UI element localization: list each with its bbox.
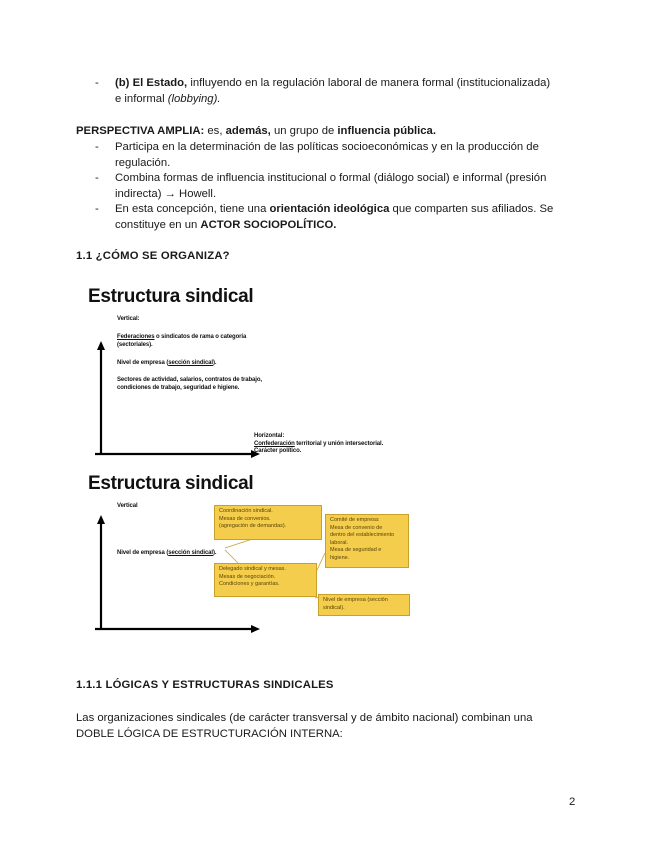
company2-underlined: sección sindical <box>168 550 213 556</box>
section-heading: 1.1 ¿CÓMO SE ORGANIZA? <box>76 250 230 262</box>
sectors-line-1: Sectores de actividad, salarios, contratos de trabajo, <box>117 377 262 383</box>
note1-line-1: Coordinación sindical. <box>219 508 273 514</box>
bullet-2-line-1: Combina formas de influencia institucional o formal (diálogo social) e informal (presión <box>115 172 547 184</box>
state-item-italic: (lobbying). <box>167 92 221 105</box>
diagram1-company-level <box>117 360 216 368</box>
state-item-bold: (b) El Estado, <box>115 77 188 89</box>
company2-suffix: ). <box>213 550 217 556</box>
note2-line-1: Comité de empresa: <box>330 517 380 523</box>
note-company-level <box>318 594 410 616</box>
dash-state: - <box>95 77 99 89</box>
diagram1-title: Estructura sindical <box>88 286 254 307</box>
note2-line-3: dentro del establecimiento <box>330 532 395 538</box>
perspectiva-text-1: es, <box>204 125 226 137</box>
diagram2-company-level <box>117 550 216 558</box>
company-underlined: sección sindical <box>168 360 213 366</box>
diagram1-sectors <box>117 377 262 392</box>
closing-line-2: DOBLE LÓGICA DE ESTRUCTURACIÓN INTERNA: <box>76 727 343 740</box>
diagram2-title: Estructura sindical <box>88 473 254 494</box>
note2-line-2: Mesa de convenio de <box>330 524 383 531</box>
page-number: 2 <box>569 796 576 808</box>
diagram1-vertical-label: Vertical: <box>117 316 140 322</box>
closing-paragraph <box>76 711 596 742</box>
note2-line-6: higiene. <box>330 554 350 561</box>
dash-3: - <box>95 203 99 215</box>
subsection-heading: 1.1.1 LÓGICAS Y ESTRUCTURAS SINDICALES <box>76 679 334 691</box>
diagram2-vertical-arrow <box>97 515 105 524</box>
bullet-2-line-2: indirecta) → Howell. <box>115 187 217 200</box>
note3-line-3: Condiciones y garantías. <box>219 581 280 587</box>
sectors-line-2: condiciones de trabajo, seguridad e higiene. <box>117 384 240 391</box>
company-prefix: Nivel de empresa ( <box>117 360 169 366</box>
perspectiva-bold-1: además, <box>225 125 271 137</box>
bullet-1-line-2: regulación. <box>115 156 171 169</box>
bullet-1-line-1: Participa en la determinación de las políticas socioeconómicas y en la producción de <box>115 141 539 153</box>
note3-line-2: Mesas de negociación. <box>219 573 276 580</box>
perspectiva-label: PERSPECTIVA AMPLIA: <box>76 125 205 137</box>
note3-line-1: Delegado sindical y mesas. <box>219 566 286 572</box>
company-suffix: ). <box>213 360 217 366</box>
note2-line-4: laboral. <box>330 539 349 546</box>
horizontal-label: Horizontal: <box>254 433 285 439</box>
note2-line-5: Mesa de seguridad e <box>330 547 382 553</box>
confed-underlined: Confederación <box>254 440 295 447</box>
note4-line-1: Nivel de empresa (sección <box>323 597 388 603</box>
confed-rest: territorial y unión intersectorial. <box>294 440 384 447</box>
bullet-3-bold-1: orientación ideológica <box>269 203 390 215</box>
federations-rest: o sindicatos de rama o categoría <box>154 334 247 340</box>
perspectiva-text-2: un grupo de <box>270 125 338 137</box>
dash-1: - <box>95 141 99 153</box>
bullet-3-line-2: constituye en un <box>115 218 201 231</box>
diagram1-horizontal-block <box>254 433 383 456</box>
federations-underlined: Federaciones <box>117 334 155 340</box>
diagram2-horizontal-arrow <box>251 625 260 633</box>
bullet-3-text-2: que comparten sus afiliados. Se <box>389 203 554 215</box>
diagram1-vertical-arrow <box>97 341 105 350</box>
state-item-text: influyendo en la regulación laboral de manera formal (institucionalizada) <box>187 77 551 89</box>
note1-line-2: Mesas de convenios. <box>219 515 271 522</box>
state-item-line2: e informal <box>115 92 168 105</box>
federations-line-2: (sectoriales). <box>117 341 153 348</box>
diagram1-federations <box>117 334 246 349</box>
company2-prefix: Nivel de empresa ( <box>117 550 169 556</box>
dash-2: - <box>95 172 99 184</box>
closing-line-1: Las organizaciones sindicales (de carácter transversal y de ámbito nacional) combinan una <box>76 712 533 724</box>
note4-line-2: sindical). <box>323 604 345 611</box>
note-works-council <box>325 514 409 568</box>
political-character: Carácter político. <box>254 448 302 454</box>
perspectiva-bold-2: influencia pública. <box>337 125 436 137</box>
note-coordination <box>214 505 322 540</box>
bullet-3-bold-2: ACTOR SOCIOPOLÍTICO. <box>200 218 337 231</box>
diagram2-vertical-label: Vertical <box>117 503 138 509</box>
note-delegate <box>214 563 317 597</box>
note1-line-3: (agregación de demandas). <box>219 523 287 529</box>
bullet-3-text-1: En esta concepción, tiene una <box>115 203 270 215</box>
